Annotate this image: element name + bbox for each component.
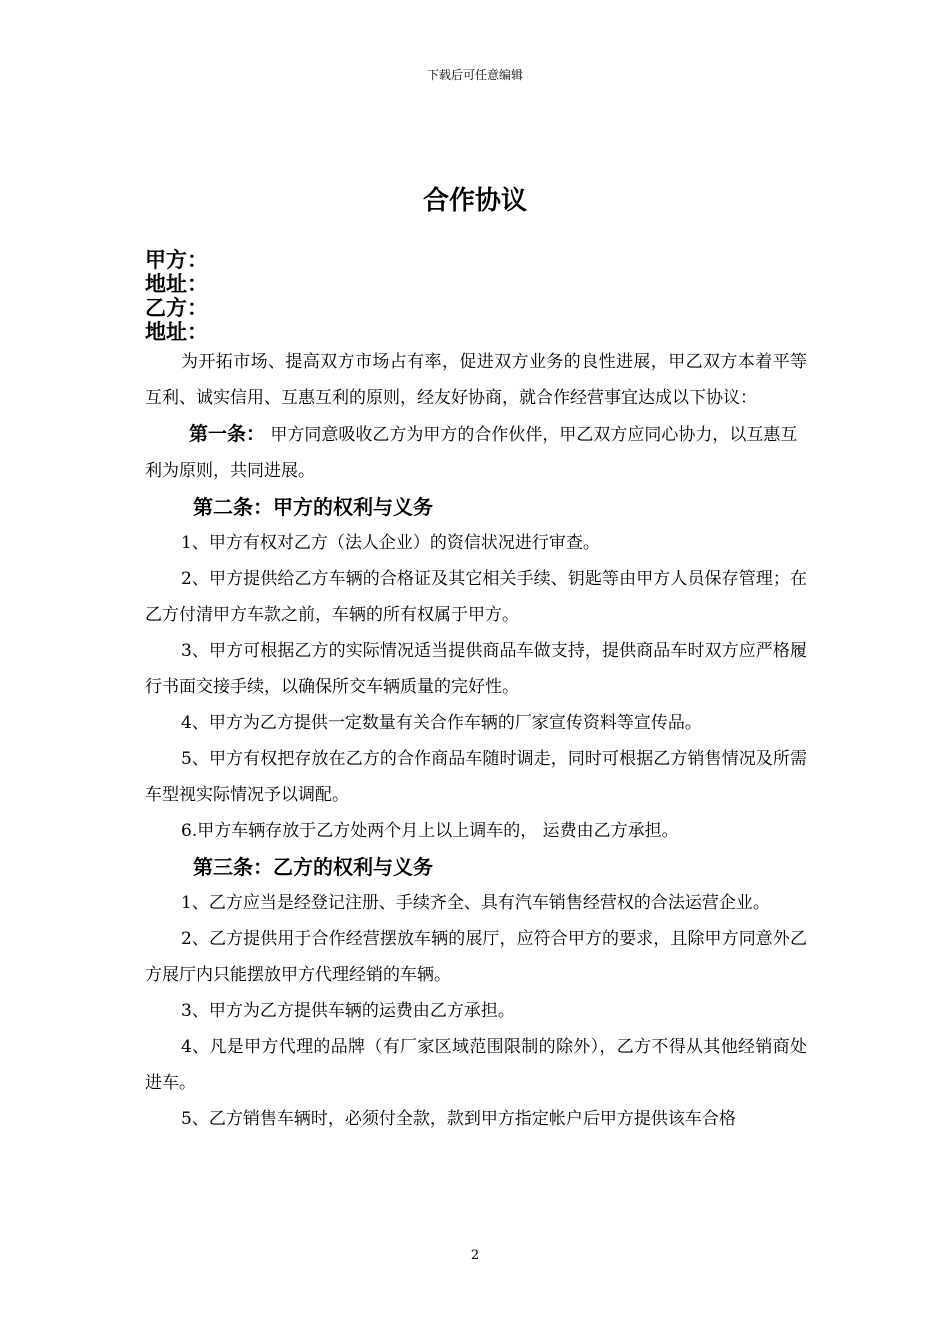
document-title: 合作协议 [422, 186, 527, 216]
party-block [145, 248, 208, 344]
article-2-item: 6.甲方车辆存放于乙方处两个月上以上调车的， 运费由乙方承担。 [181, 821, 679, 841]
page-number: 2 [470, 1248, 480, 1263]
party-a-address-label: 地址： [145, 272, 208, 296]
party-b-address-label: 地址： [145, 320, 208, 344]
article-1 [145, 416, 807, 489]
party-a-label: 甲方： [145, 248, 208, 272]
article-2-item: 5、甲方有权把存放在乙方的合作商品车随时调走，同时可根据乙方销售情况及所需车型视实际情况予以调配。 [145, 749, 807, 805]
article-1-heading: 第一条： [189, 423, 266, 445]
agreement-body [145, 344, 807, 1137]
article-2-item: 1、甲方有权对乙方（法人企业）的资信状况进行审查。 [181, 533, 600, 553]
article-2-item: 3、甲方可根据乙方的实际情况适当提供商品车做支持，提供商品车时双方应严格履行书面交接手续，以确保所交车辆质量的完好性。 [145, 641, 807, 697]
article-2-item: 2、甲方提供给乙方车辆的合格证及其它相关手续、钥匙等由甲方人员保存管理；在乙方付清甲方车款之前，车辆的所有权属于甲方。 [145, 569, 807, 625]
article-3-item: 5、乙方销售车辆时，必须付全款，款到甲方指定帐户后甲方提供该车合格 [181, 1109, 736, 1129]
article-3-item: 2、乙方提供用于合作经营摆放车辆的展厅，应符合甲方的要求，且除甲方同意外乙方展厅内只能摆放甲方代理经销的车辆。 [145, 929, 807, 985]
page-header-note: 下载后可任意编辑 [426, 68, 523, 82]
article-3-heading: 第三条：乙方的权利与义务 [193, 855, 433, 879]
article-2-heading: 第二条：甲方的权利与义务 [193, 495, 433, 519]
intro-paragraph: 为开拓市场、提高双方市场占有率，促进双方业务的良性进展，甲乙双方本着平等互利、诚实信用、互惠互利的原则，经友好协商，就合作经营事宜达成以下协议： [145, 352, 807, 408]
article-3-item: 3、甲方为乙方提供车辆的运费由乙方承担。 [181, 1001, 515, 1021]
article-3-item: 4、凡是甲方代理的品牌（有厂家区域范围限制的除外），乙方不得从其他经销商处进车。 [145, 1037, 807, 1093]
article-2-item: 4、甲方为乙方提供一定数量有关合作车辆的厂家宣传资料等宣传品。 [181, 713, 702, 733]
article-3-item: 1、乙方应当是经登记注册、手续齐全、具有汽车销售经营权的合法运营企业。 [181, 893, 770, 913]
article-1-text: 甲方同意吸收乙方为甲方的合作伙伴，甲乙双方应同心协力，以互惠互利为原则，共同进展。 [145, 425, 798, 481]
party-b-label: 乙方： [145, 296, 208, 320]
